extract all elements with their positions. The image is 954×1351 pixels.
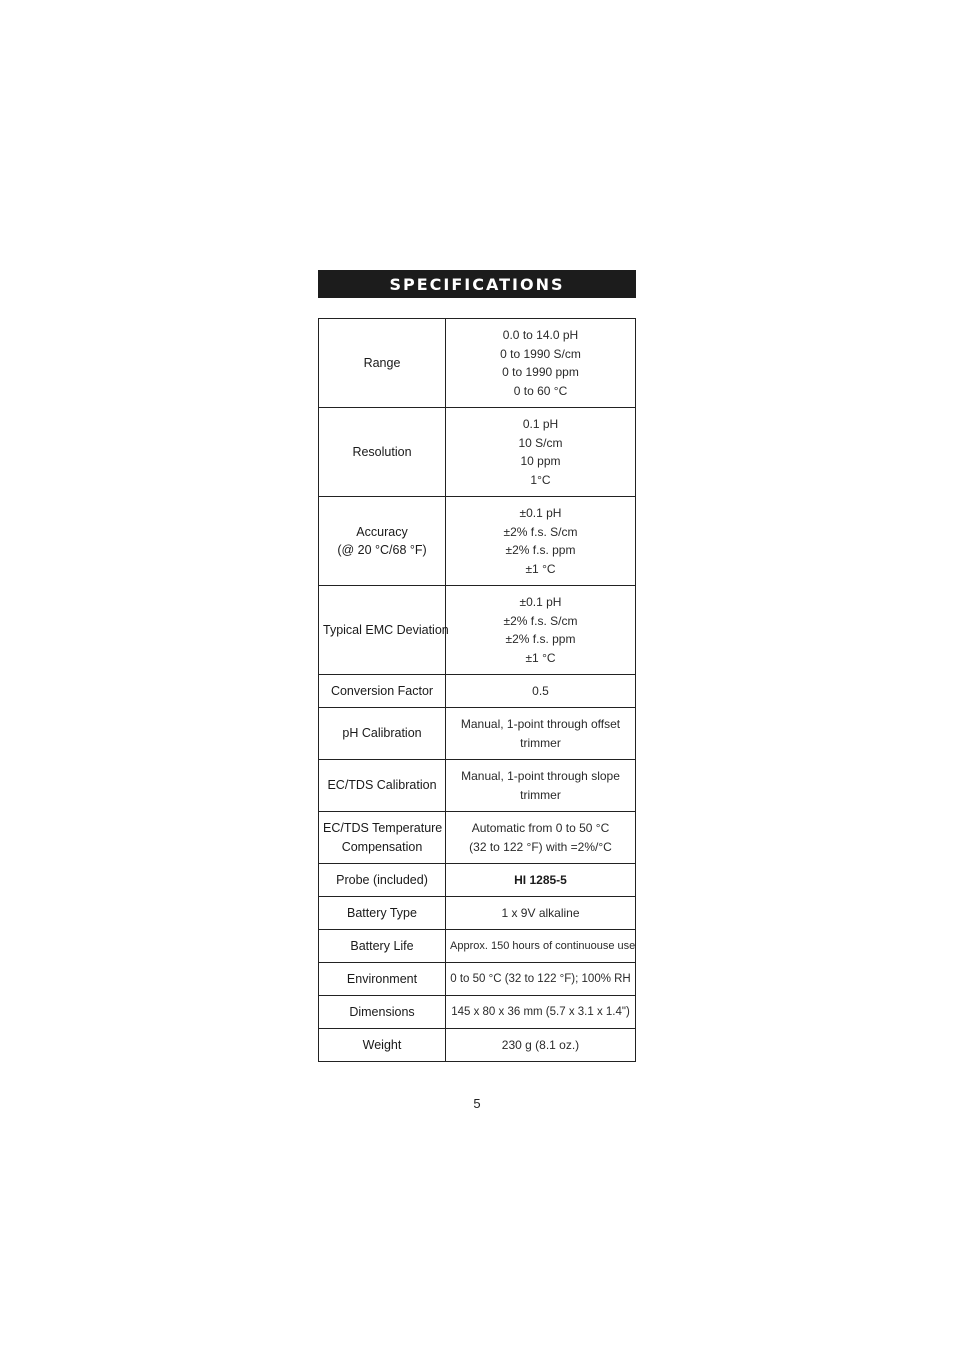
table-row-battery-type [319,897,636,930]
table-row-battery-life [319,930,636,963]
section-title: SPECIFICATIONS [318,270,636,298]
row-value: 0.0 to 14.0 pH 0 to 1990 S/cm 0 to 1990 ppm 0 to 60 °C [446,319,636,408]
table-row-ec-tds-calibration [319,760,636,812]
row-label: pH Calibration [319,708,446,760]
table-row-resolution [319,408,636,497]
row-value: Automatic from 0 to 50 °C (32 to 122 °F) with =2%/°C [446,812,636,864]
row-value: Approx. 150 hours of continuouse use [446,930,636,963]
row-label: Range [319,319,446,408]
row-value: 145 x 80 x 36 mm (5.7 x 3.1 x 1.4") [446,996,636,1029]
row-value: ±0.1 pH ±2% f.s. S/cm ±2% f.s. ppm ±1 °C [446,586,636,675]
row-label: Weight [319,1029,446,1062]
table-row-probe [319,864,636,897]
row-label: Environment [319,963,446,996]
row-label: EC/TDS Calibration [319,760,446,812]
table-row-range [319,319,636,408]
row-label: Accuracy (@ 20 °C/68 °F) [319,497,446,586]
row-label: EC/TDS Temperature Compensation [319,812,446,864]
table-row-ph-calibration [319,708,636,760]
table-row-temperature-compensation [319,812,636,864]
row-label: Battery Type [319,897,446,930]
table-row-weight [319,1029,636,1062]
row-value: 0.1 pH 10 S/cm 10 ppm 1°C [446,408,636,497]
specifications-table [318,318,636,1062]
row-label: Battery Life [319,930,446,963]
row-label: Typical EMC Deviation [319,586,446,675]
row-value: 0 to 50 °C (32 to 122 °F); 100% RH [446,963,636,996]
table-row-emc-deviation [319,586,636,675]
row-label: Resolution [319,408,446,497]
table-row-environment [319,963,636,996]
table-row-dimensions [319,996,636,1029]
row-value: ±0.1 pH ±2% f.s. S/cm ±2% f.s. ppm ±1 °C [446,497,636,586]
row-value: HI 1285-5 [446,864,636,897]
table-row-conversion-factor [319,675,636,708]
table-row-accuracy [319,497,636,586]
row-value: 0.5 [446,675,636,708]
row-value: 230 g (8.1 oz.) [446,1029,636,1062]
page-number: 5 [473,1096,481,1111]
row-label: Conversion Factor [319,675,446,708]
row-label: Probe (included) [319,864,446,897]
row-value: Manual, 1-point through slope trimmer [446,760,636,812]
row-label: Dimensions [319,996,446,1029]
row-value: 1 x 9V alkaline [446,897,636,930]
row-value: Manual, 1-point through offset trimmer [446,708,636,760]
